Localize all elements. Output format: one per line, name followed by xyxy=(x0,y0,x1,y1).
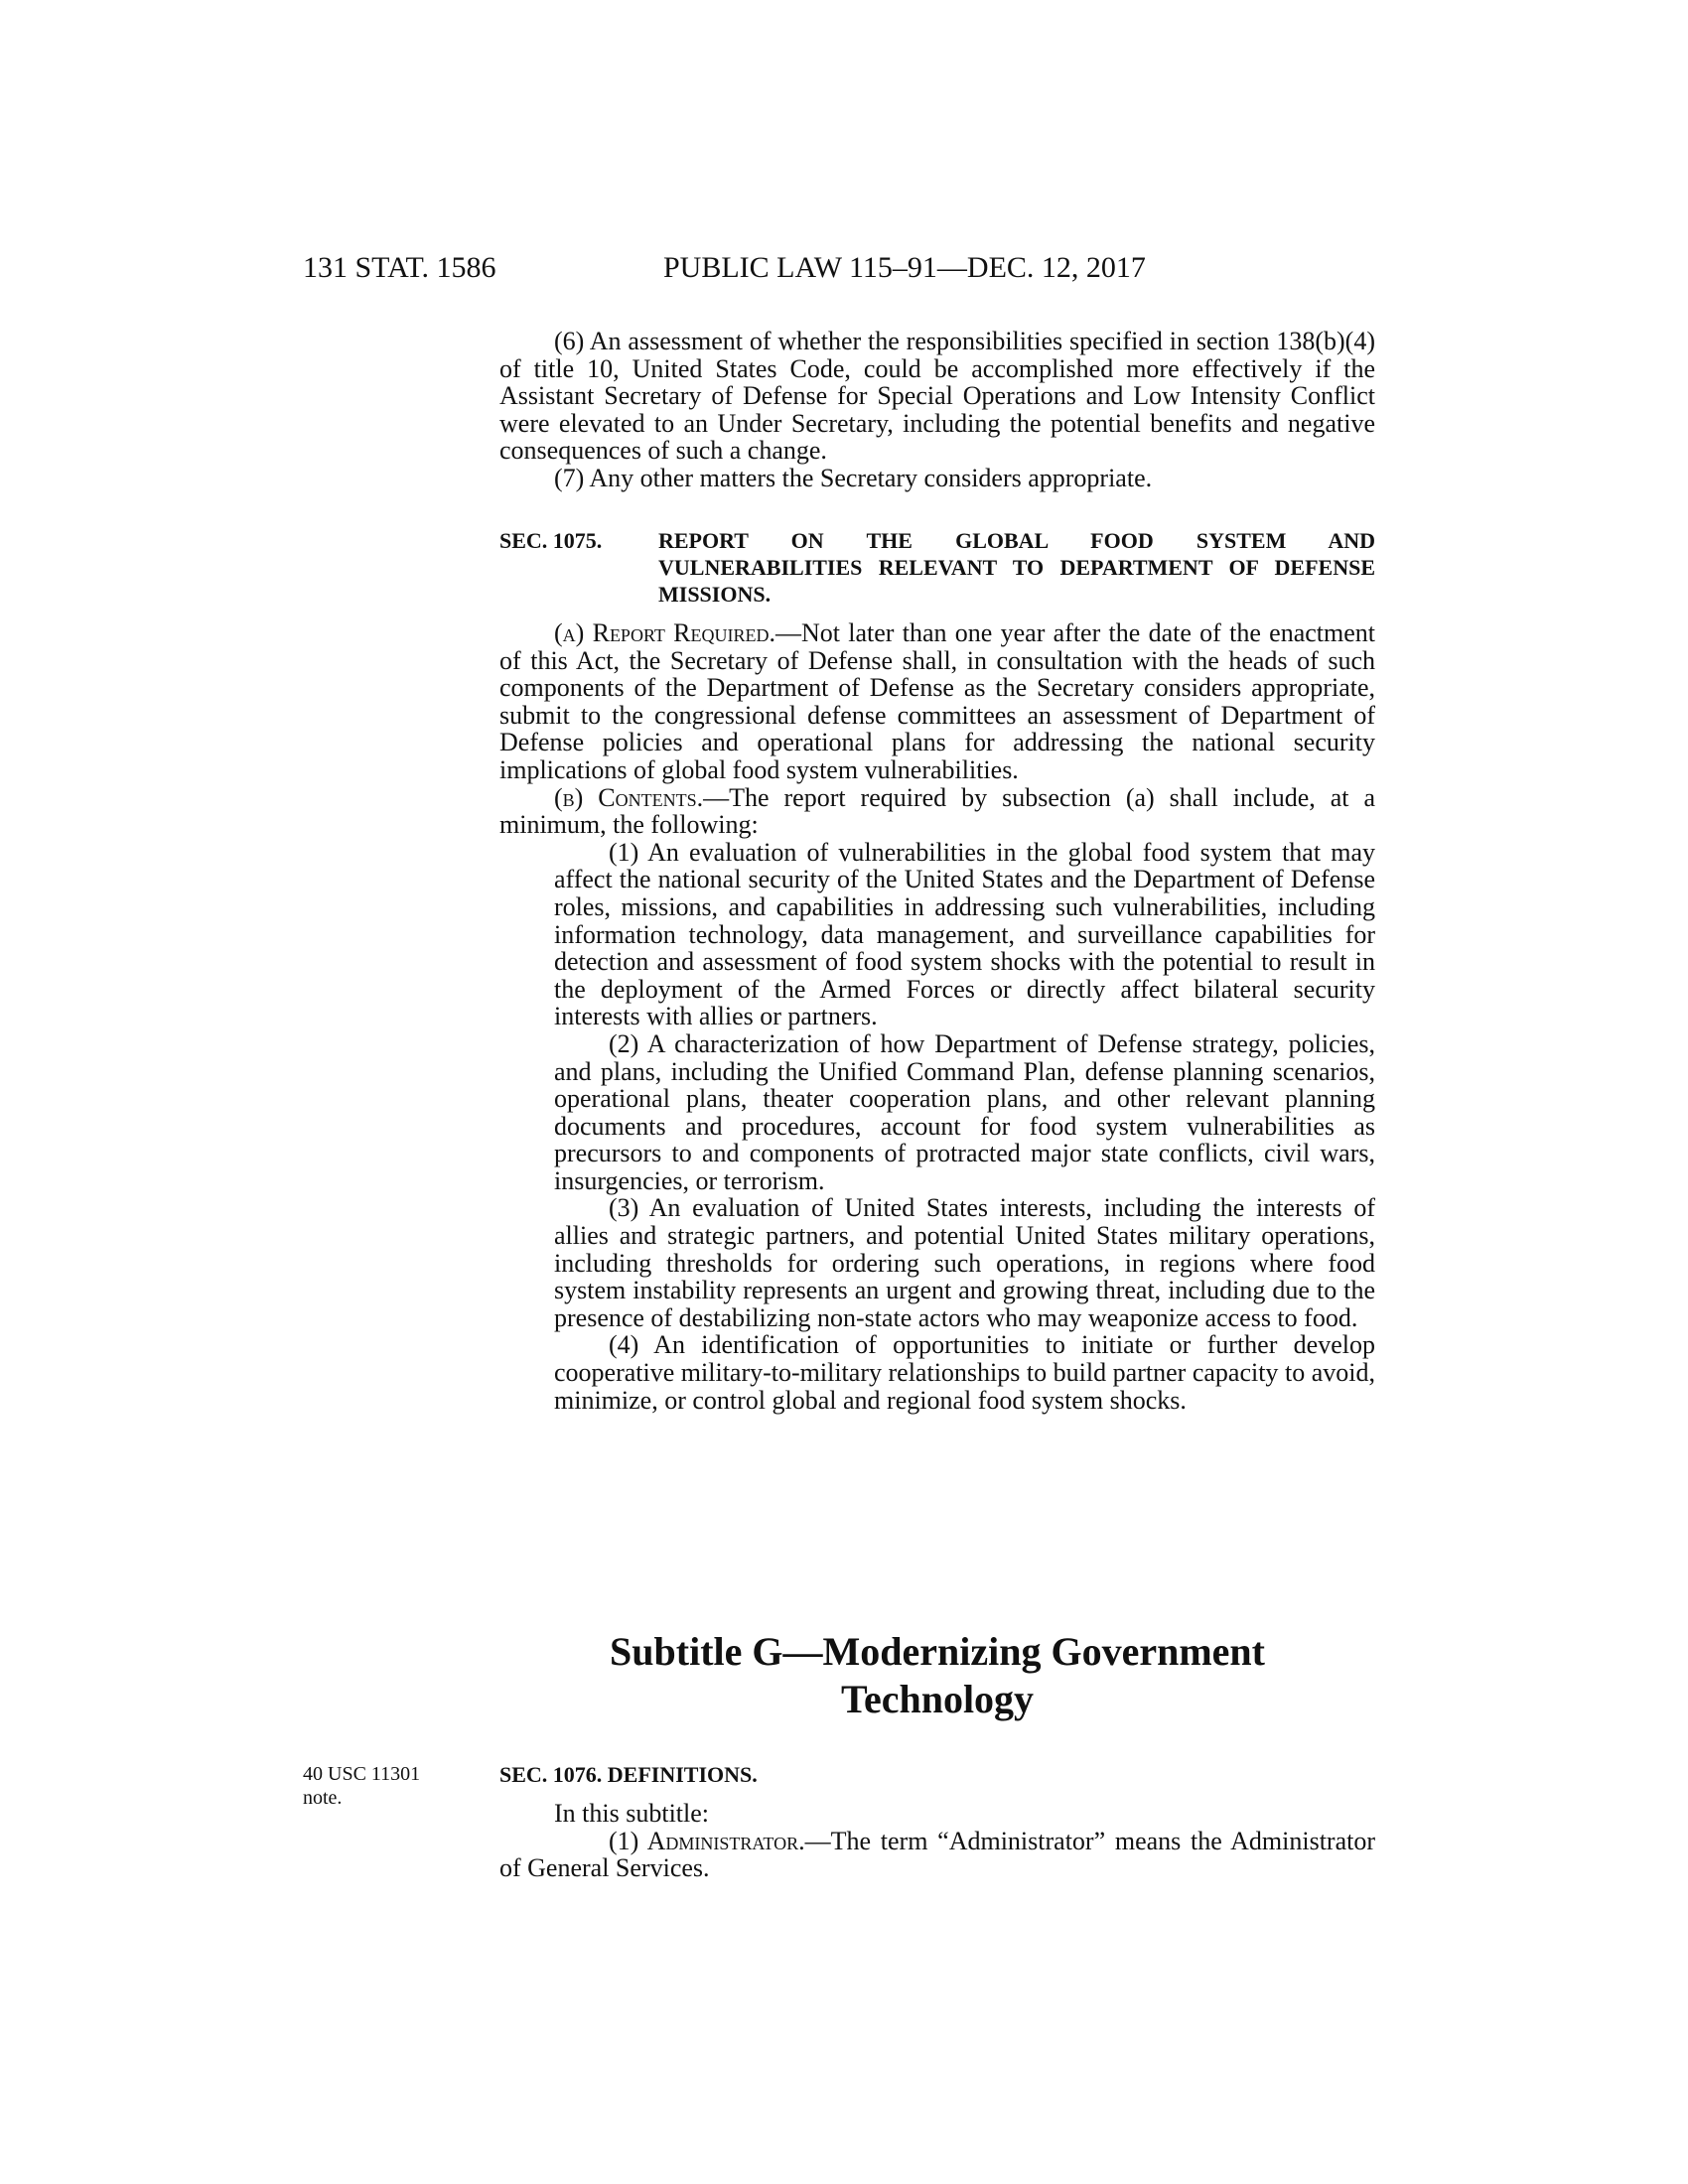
section-1075 xyxy=(499,527,1375,1414)
contents-item-2: (2) A characterization of how Department of Defense strategy, policies, and plans, including the Unified Command Plan, defense planning scenarios, operational plans, theater cooperation plans, and other relevant planning documents and procedures, account for food system vulnerabilities as precursors to and components of protracted major state conflicts, civil wars, insurgencies, or terrorism. xyxy=(554,1028,1375,1195)
item-7-paragraph: (7) Any other matters the Secretary considers appropriate. xyxy=(554,463,1153,492)
page-header xyxy=(0,248,1688,288)
margin-note xyxy=(303,1762,462,1810)
subtitle-line-2: Technology xyxy=(840,1677,1035,1721)
margin-note-line-2: note. xyxy=(303,1787,343,1809)
section-number: SEC. 1075. xyxy=(499,528,603,553)
definitions-intro: In this subtitle: xyxy=(554,1799,709,1828)
public-law-date: PUBLIC LAW 115–91—DEC. 12, 2017 xyxy=(663,251,1146,284)
item-6-paragraph: (6) An assessment of whether the responsibilities specified in section 138(b)(4) of title 10, United States Code, could be accomplished more effectively if the Assistant Secretary of Defense for Special Operations and Low Intensity Conflict were elevated to an Under Secretary, including the potential benefits and negative consequences of such a change. xyxy=(499,327,1375,466)
subsection-a-heading: (a) Report Required. xyxy=(554,618,775,647)
subsection-b-heading: (b) Contents. xyxy=(554,782,704,812)
subsection-b-paragraph xyxy=(499,784,1375,839)
definition-item-1-text: —The term “Administrator” means the Administrator of General Services. xyxy=(499,1826,1375,1883)
section-1075-heading xyxy=(499,527,1375,608)
contents-item-1: (1) An evaluation of vulnerabilities in the global food system that may affect the national security of the United States and the Department of Defense roles, missions, and capabilities in addressing such vulnerabilities, including information technology, data management, and surveillance capabilities for detection and assessment of food system shocks with the potential to result in the deployment of the Armed Forces or directly affect bilateral security interests with allies or partners. xyxy=(554,837,1375,1031)
subtitle-heading xyxy=(499,1628,1375,1723)
subsection-b-text: —The report required by subsection (a) shall include, at a minimum, the following: xyxy=(499,782,1375,840)
continued-items xyxy=(499,328,1375,492)
section-1076-heading: SEC. 1076. DEFINITIONS. xyxy=(499,1762,758,1787)
section-1076-body xyxy=(499,1800,1375,1882)
contents-item-3: (3) An evaluation of United States interests, including the interests of allies and strategic partners, and potential United States military operations, including thresholds for ordering such operations, in regions where food system instability represents an urgent and growing threat, including due to the presence of destabilizing non-state actors who may weaponize access to food. xyxy=(554,1193,1375,1332)
margin-note-line-1: 40 USC 11301 xyxy=(303,1763,421,1785)
contents-list xyxy=(499,839,1375,1414)
subsection-a-text: —Not later than one year after the date of the enactment of this Act, the Secretary of Defense shall, in consultation with the heads of such components of the Department of Defense as the Secretary considers appropriate, submit to the congressional defense committees an assessment of Department of Defense policies and operational plans for addressing the national security implications of global food system vulnerabilities. xyxy=(499,618,1375,784)
contents-item-4: (4) An identification of opportunities to initiate or further develop cooperative military-to-military relationships to build partner capacity to avoid, minimize, or control global and regional food system shocks. xyxy=(554,1330,1375,1415)
definition-item-1-label: (1) Administrator. xyxy=(609,1826,805,1855)
stat-page-number: 131 STAT. 1586 xyxy=(303,251,496,284)
section-title: REPORT ON THE GLOBAL FOOD SYSTEM AND VULNERABILITIES RELEVANT TO DEPARTMENT OF DEFENSE MISSIONS. xyxy=(658,528,1375,607)
subsection-a-paragraph xyxy=(499,619,1375,784)
definition-item-1 xyxy=(499,1828,1375,1882)
subtitle-line-1: Subtitle G—Modernizing Government xyxy=(610,1629,1265,1674)
